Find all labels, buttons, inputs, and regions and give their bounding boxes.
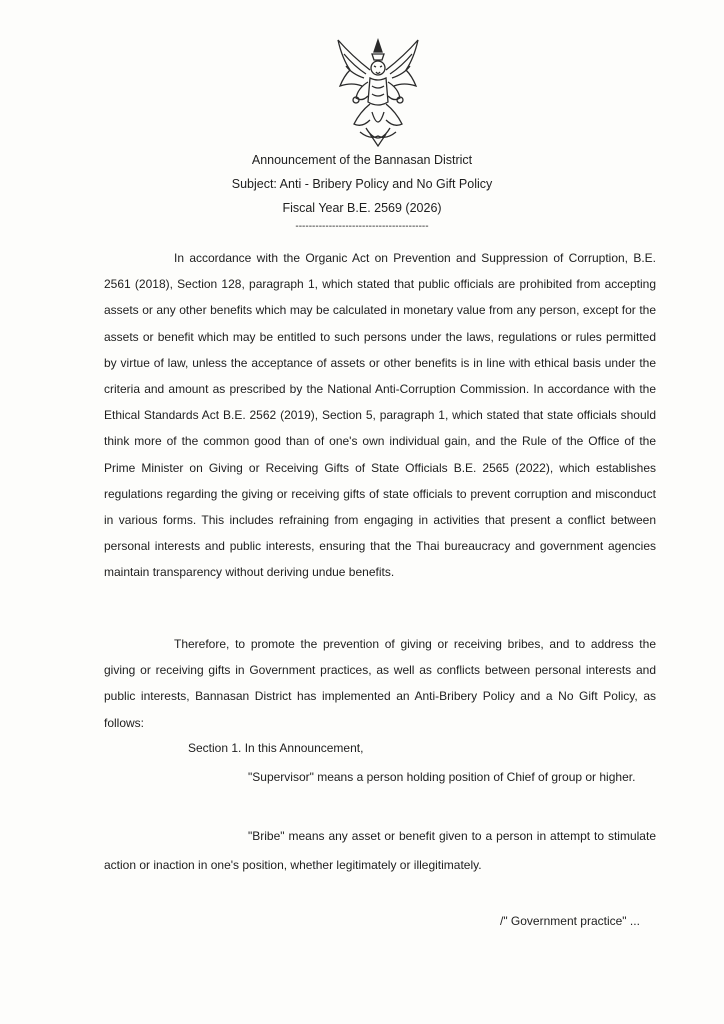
- definition-bribe: "Bribe" means any asset or benefit given to a person in attempt to stimulate action or inaction in one's position, whether legitimately or illegitimately.: [104, 829, 656, 872]
- paragraph-policy-intro: Therefore, to promote the prevention of giving or receiving bribes, and to address the giving or receiving gifts in Government practices, as well as conflicts between personal interests and public interests, Bannasan District has implemented an Anti-Bribery Policy and a No Gift Policy, as follows:: [104, 637, 656, 730]
- announcement-title: Announcement of the Bannasan District: [251, 153, 473, 167]
- section-1-heading: Section 1. In this Announcement,: [188, 741, 364, 755]
- paragraph-legal-basis: In accordance with the Organic Act on Prevention and Suppression of Corruption, B.E. 2561 (2018), Section 128, paragraph 1, which stated that public officials are prohibited from accepting assets or any other benefits which may be calculated in monetary value from any person, except for the assets or benefit which may be entitled to such persons under the laws, regulations or rules permitted by virtue of law, unless the acceptance of assets or other benefits is in line with ethical basis under the criteria and amount as prescribed by the National Anti-Corruption Commission. In accordance with the Ethical Standards Act B.E. 2562 (2019), Section 5, paragraph 1, which stated that state officials should think more of the common good than of one's own individual gain, and the Rule of the Office of the Prime Minister on Giving or Receiving Gifts of State Officials B.E. 2565 (2022), which establishes regulations regarding the giving or receiving gifts of state officials to prevent corruption and misconduct in various forms. This includes refraining from engaging in activities that present a conflict between personal interests and public interests, ensuring that the Thai bureaucracy and government agencies maintain transparency without deriving undue benefits.: [104, 251, 656, 580]
- garuda-emblem-icon: [330, 36, 426, 150]
- definition-supervisor: "Supervisor" means a person holding position of Chief of group or higher.: [248, 770, 636, 784]
- title-separator: ----------------------------------------: [295, 221, 429, 232]
- fiscal-year: Fiscal Year B.E. 2569 (2026): [282, 201, 442, 215]
- announcement-subject: Subject: Anti - Bribery Policy and No Gift Policy: [231, 177, 493, 191]
- page-continuation: /" Government practice" ...: [500, 914, 640, 928]
